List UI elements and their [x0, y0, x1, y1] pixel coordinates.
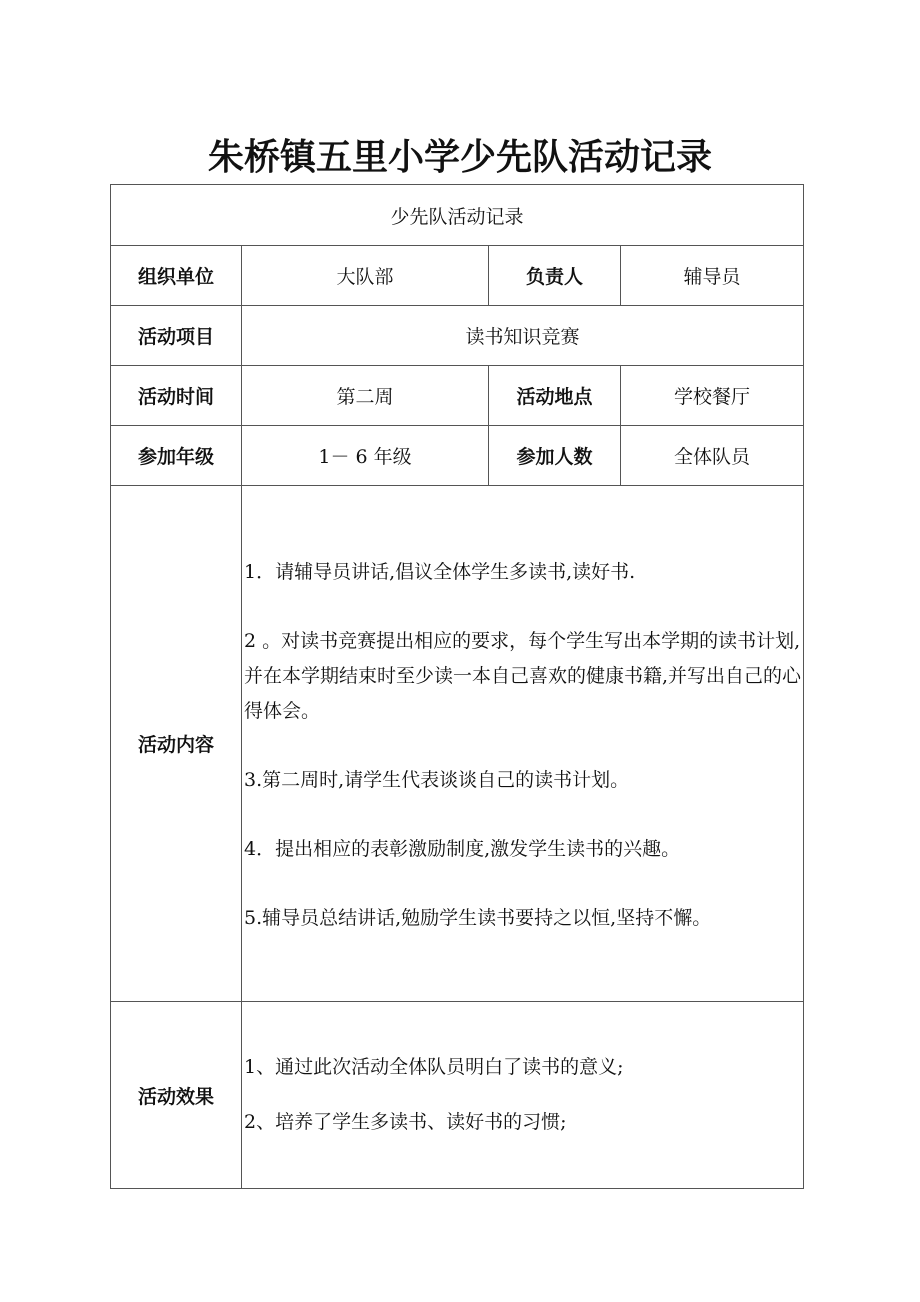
- content-item: 5.辅导员总结讲话,勉励学生读书要持之以恒,坚持不懈。: [244, 907, 712, 929]
- project-label: 活动项目: [111, 306, 242, 366]
- place-value: 学校餐厅: [621, 366, 804, 426]
- effect-item: 2、培养了学生多读书、读好书的习惯;: [244, 1111, 567, 1133]
- content-item: 2 。对读书竞赛提出相应的要求，每个学生写出本学期的读书计划,并在本学期结束时至少读一本自己喜欢的健康书籍,并写出自己的心得体会。: [244, 630, 802, 722]
- time-label: 活动时间: [111, 366, 242, 426]
- effect-cell: [242, 1002, 804, 1189]
- content-cell: [242, 486, 804, 1002]
- org-value: 大队部: [242, 246, 489, 306]
- time-value: 第二周: [242, 366, 489, 426]
- effect-item: 1、通过此次活动全体队员明白了读书的意义;: [244, 1056, 624, 1078]
- table-row-project: [111, 306, 804, 366]
- content-item: 1．请辅导员讲话,倡议全体学生多读书,读好书.: [244, 561, 636, 583]
- table-row-org: [111, 246, 804, 306]
- grade-label: 参加年级: [111, 426, 242, 486]
- content-item: 3.第二周时,请学生代表谈谈自己的读书计划。: [244, 769, 630, 791]
- table-header: 少先队活动记录: [111, 185, 804, 246]
- table-row-effect: [111, 1002, 804, 1189]
- table-row-content: [111, 486, 804, 1002]
- effect-label: 活动效果: [111, 1002, 242, 1189]
- leader-label: 负责人: [489, 246, 621, 306]
- count-label: 参加人数: [489, 426, 621, 486]
- project-value: 读书知识竞赛: [242, 306, 804, 366]
- table-row-time: [111, 366, 804, 426]
- document-title: 朱桥镇五里小学少先队活动记录: [207, 137, 712, 178]
- content-label: 活动内容: [111, 486, 242, 1002]
- leader-value: 辅导员: [621, 246, 804, 306]
- place-label: 活动地点: [489, 366, 621, 426]
- content-item: 4．提出相应的表彰激励制度,激发学生读书的兴趣。: [244, 838, 681, 860]
- table-row-grade: [111, 426, 804, 486]
- grade-value: 1－ 6 年级: [242, 426, 489, 486]
- org-label: 组织单位: [111, 246, 242, 306]
- count-value: 全体队员: [621, 426, 804, 486]
- activity-record-table: [110, 184, 804, 1189]
